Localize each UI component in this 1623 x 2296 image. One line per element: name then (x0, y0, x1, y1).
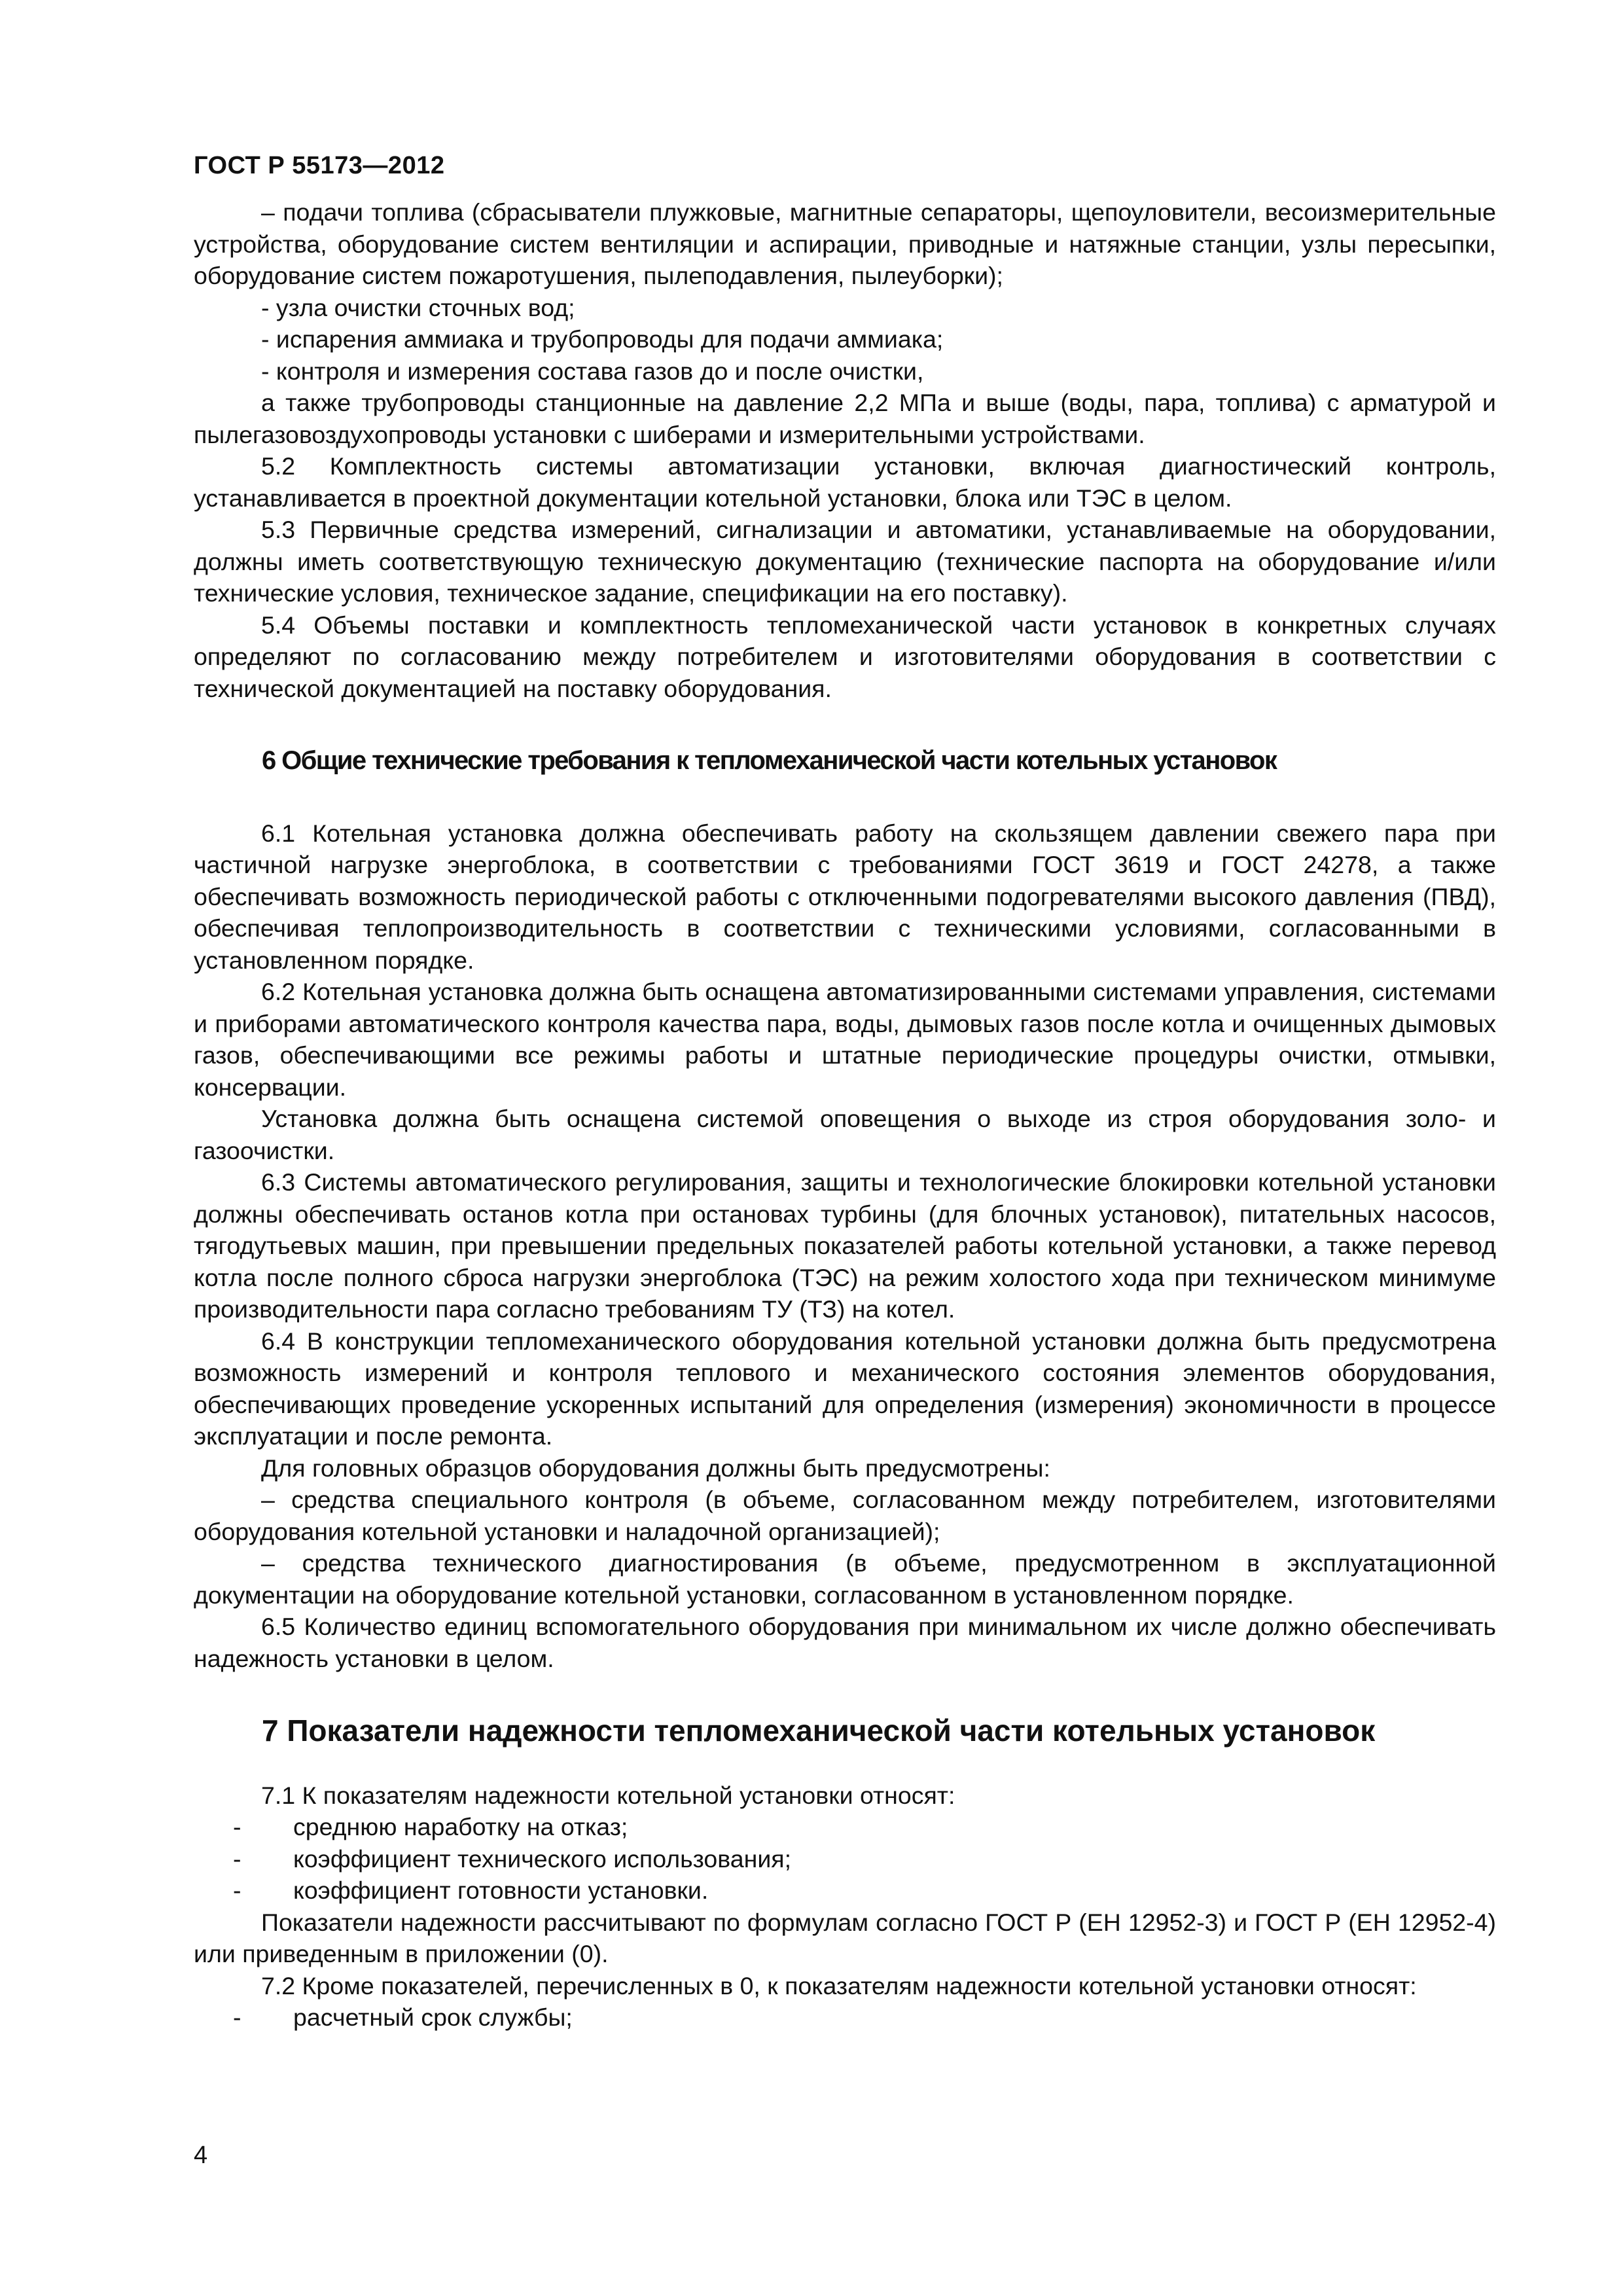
section-6-heading: 6 Общие технические требования к тепломеханической части котельных установок (262, 746, 1277, 775)
paragraph-6-5: 6.5 Количество единиц вспомогательного оборудования при минимальном их числе должно обеспечивать надежность установки в целом. (194, 1613, 1496, 1672)
list-item-availability-factor (194, 1874, 1496, 1907)
paragraph-6-4-intro: Для головных образцов оборудования должны быть предусмотрены: (261, 1454, 1050, 1482)
list-dash: - (233, 1844, 241, 1873)
section-7-heading: 7 Показатели надежности тепломеханической части котельных установок (262, 1713, 1376, 1748)
list-dash: - (233, 1813, 241, 1840)
page-body (194, 196, 1496, 2034)
paragraph-5-3: 5.3 Первичные средства измерений, сигнализации и автоматики, устанавливаемые на оборудовании, должны иметь соответствующую техническую документацию (технические паспорта на оборудование и/или технические условия, техническое задание, спецификации на его поставку). (194, 516, 1496, 607)
list-item-mtbf (194, 1811, 1496, 1843)
paragraph-5-2: 5.2 Комплектность системы автоматизации установки, включая диагностический контроль, устанавливается в проектной документации котельной установки, блока или ТЭС в целом. (194, 452, 1496, 512)
list-item-utilization-factor (194, 1843, 1496, 1875)
list-item-gas-control: - контроля и измерения состава газов до и после очистки, (261, 357, 924, 385)
page-number: 4 (194, 2142, 208, 2169)
list-item-text: коэффициент технического использования; (293, 1844, 792, 1873)
paragraph-7-1-formulas: Показатели надежности рассчитывают по формулам согласно ГОСТ Р (ЕН 12952-3) и ГОСТ Р (ЕН 12952-4) или приведенным в приложении (0). (194, 1908, 1496, 1967)
list-item-wastewater: - узла очистки сточных вод; (261, 293, 575, 321)
list-item-text: среднюю наработку на отказ; (293, 1813, 628, 1840)
list-item-special-control: – средства специального контроля (в объеме, согласованном между потребителем, изготовителями оборудования котельной установки и наладочной организацией); (194, 1486, 1496, 1545)
list-item-service-life (194, 2001, 1496, 2034)
paragraph-5-4: 5.4 Объемы поставки и комплектность тепломеханической части установок в конкретных случаях определяют по согласованию между потребителем и изготовителями оборудования в соответствии с технической документацией на поставку оборудования. (194, 611, 1496, 702)
list-dash: - (233, 2003, 241, 2031)
paragraph-6-2: 6.2 Котельная установка должна быть оснащена автоматизированными системами управления, системами и приборами автоматического контроля качества пара, воды, дымовых газов после котла и очищенных дымовых газов, обеспечивающими все режимы работы и штатные периодические процедуры очистки, отмывки, консервации. (194, 978, 1496, 1101)
paragraph-6-4: 6.4 В конструкции тепломеханического оборудования котельной установки должна быть предусмотрена возможность измерений и контроля теплового и механического состояния элементов оборудования, обеспечивающих проведение ускоренных испытаний для определения (измерения) экономичности в процессе эксплуатации и после ремонта. (194, 1327, 1496, 1450)
list-item-text: расчетный срок службы; (293, 2003, 573, 2031)
paragraph-6-1: 6.1 Котельная установка должна обеспечивать работу на скользящем давлении свежего пара при частичной нагрузке энергоблока, в соответствии с требованиями ГОСТ 3619 и ГОСТ 24278, а также обеспечивать возможность периодической работы с отключенными подогревателями высокого давления (ПВД), обеспечивая теплопроизводительность в соответствии с техническими условиями, согласованными в установленном порядке. (194, 819, 1496, 974)
paragraph-6-2-alarm: Установка должна быть оснащена системой оповещения о выходе из строя оборудования золо- и газоочистки. (194, 1105, 1496, 1164)
list-item-fuel-supply: – подачи топлива (сбрасыватели плужковые, магнитные сепараторы, щепоуловители, весоизмерительные устройства, оборудование систем вентиляции и аспирации, приводные и натяжные станции, узлы пересыпки, оборудование систем пожаротушения, пылеподавления, пылеуборки); (194, 198, 1496, 289)
list-dash: - (233, 1876, 241, 1904)
list-item-ammonia: - испарения аммиака и трубопроводы для подачи аммиака; (261, 325, 944, 353)
paragraph-7-2: 7.2 Кроме показателей, перечисленных в 0, к показателям надежности котельной установки относят: (261, 1971, 1417, 2000)
list-item-diagnostics: – средства технического диагностирования (в объеме, предусмотренном в эксплуатационной документации на оборудование котельной установки, согласованном в установленном порядке. (194, 1549, 1496, 1609)
list-item-text: коэффициент готовности установки. (293, 1876, 709, 1904)
paragraph-6-3: 6.3 Системы автоматического регулирования, защиты и технологические блокировки котельной установки должны обеспечивать останов котла при остановах турбины (для блочных установок), питательных насосов, тягодутьевых машин, при превышении предельных показателей работы котельной установки, а также перевод котла после полного сброса нагрузки энергоблока (ТЭС) на режим холостого хода при техническом минимуме производительности пара согласно требованиям ТУ (ТЗ) на котел. (194, 1168, 1496, 1323)
paragraph-pipelines: а также трубопроводы станционные на давление 2,2 МПа и выше (воды, пара, топлива) с арматурой и пылегазовоздухопроводы установки с шиберами и измерительными устройствами. (194, 389, 1496, 448)
document-code-header: ГОСТ Р 55173—2012 (194, 152, 445, 179)
paragraph-7-1: 7.1 К показателям надежности котельной установки относят: (261, 1781, 955, 1809)
